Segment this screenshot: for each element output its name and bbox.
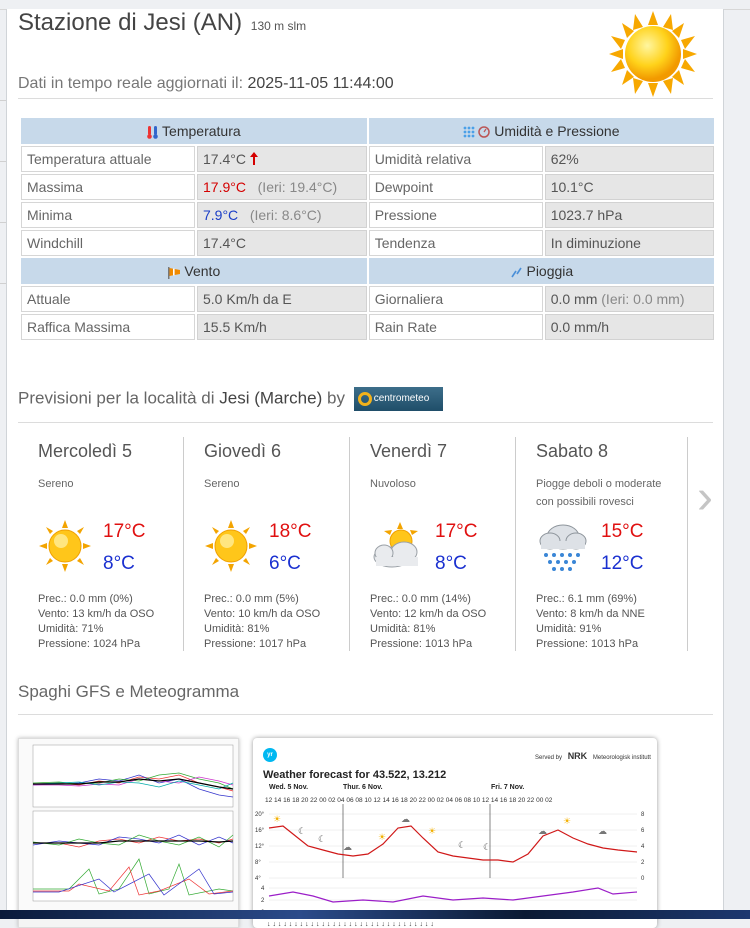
humidity-value: 62% <box>545 146 714 172</box>
humidity: Umidità: 91% <box>536 623 602 635</box>
temp-max: 18°C <box>269 521 312 542</box>
temp-min-text: 7.9°C <box>203 207 239 223</box>
day-name: Giovedì 6 <box>204 441 282 461</box>
forecast-day <box>350 437 516 651</box>
forecast-title <box>18 387 443 411</box>
trend-label: Tendenza <box>369 230 543 256</box>
temperature-header-label: Temperatura <box>162 122 241 139</box>
day-details <box>536 592 645 652</box>
served-by <box>535 751 651 761</box>
svg-text:☀: ☀ <box>563 816 572 826</box>
temp-min-label: Minima <box>21 202 195 228</box>
forecast-day <box>184 437 350 651</box>
met-logo: Meteorologisk institutt <box>592 755 651 761</box>
forecast-day <box>18 437 184 651</box>
windchill-label: Windchill <box>21 230 195 256</box>
day-description: Piogge deboli o moderate con possibili rovesci <box>536 478 662 508</box>
day-name: Mercoledì 5 <box>38 441 133 461</box>
svg-text:4: 4 <box>261 886 265 892</box>
pressure: Pressione: 1013 hPa <box>536 638 639 650</box>
svg-text:☾: ☾ <box>458 840 467 850</box>
windchill-value: 17.4°C <box>197 230 367 256</box>
humidity-header-label: Umidità e Pressione <box>494 122 620 139</box>
svg-text:4°: 4° <box>255 876 261 882</box>
temp-max-yesterday: (Ieri: 19.4°C) <box>257 179 338 195</box>
yr-meteogram-thumbnail[interactable] <box>253 738 657 928</box>
svg-text:☁: ☁ <box>538 826 547 836</box>
rain-icon <box>536 519 590 573</box>
temp-min: 6°C <box>269 553 301 574</box>
pressure-value: 1023.7 hPa <box>545 202 714 228</box>
svg-text:12°: 12° <box>255 844 265 850</box>
svg-text:8: 8 <box>641 812 645 818</box>
precipitation: Prec.: 0.0 mm (5%) <box>204 593 299 605</box>
humidity-header <box>369 118 714 144</box>
sun-icon <box>605 9 701 99</box>
station-title <box>18 9 306 37</box>
svg-text:☁: ☁ <box>598 826 607 836</box>
humidity: Umidità: 71% <box>38 623 104 635</box>
thermometer-icon <box>147 125 159 139</box>
pressure: Pressione: 1017 hPa <box>204 638 307 650</box>
svg-text:☾: ☾ <box>298 826 307 836</box>
day-name: Venerdì 7 <box>370 441 448 461</box>
day-name: Sabato 8 <box>536 441 609 461</box>
temp-max-text: 17.9°C <box>203 179 246 195</box>
svg-text:☾: ☾ <box>483 842 492 852</box>
wind-header-label: Vento <box>184 263 221 279</box>
sun-icon <box>204 519 258 573</box>
update-value: 2025-11-05 11:44:00 <box>247 75 394 92</box>
svg-text:20°: 20° <box>255 812 265 818</box>
temp-now-text: 17.4°C <box>203 151 246 167</box>
forecast-place: Jesi (Marche) <box>219 388 323 408</box>
gust-label: Raffica Massima <box>21 314 195 340</box>
temp-max: 17°C <box>435 521 478 542</box>
rain-day-label: Giornaliera <box>369 286 543 312</box>
rain-header-label: Pioggia <box>526 263 574 279</box>
nrk-logo: NRK <box>567 751 588 761</box>
update-timestamp <box>18 75 394 93</box>
humidity-pressure-icon <box>463 125 491 139</box>
observations-table <box>19 116 716 342</box>
temp-now-label: Temperatura attuale <box>21 146 195 172</box>
precipitation: Prec.: 0.0 mm (14%) <box>370 593 471 605</box>
rain-header <box>369 258 714 284</box>
station-altitude: 130 m slm <box>250 19 307 33</box>
temperature-header <box>21 118 367 144</box>
yr-day-label: Fri. 7 Nov. <box>491 784 525 791</box>
dewpoint-value: 10.1°C <box>545 174 714 200</box>
day-details <box>370 592 486 652</box>
yr-day-label: Thur. 6 Nov. <box>343 784 383 791</box>
temp-min: 8°C <box>103 553 135 574</box>
wind: Vento: 10 km/h da OSO <box>204 608 321 620</box>
humidity-label: Umidità relativa <box>369 146 543 172</box>
svg-text:☁: ☁ <box>343 842 352 852</box>
forecast-days <box>18 437 713 652</box>
rain-rate-label: Rain Rate <box>369 314 543 340</box>
pressure: Pressione: 1013 hPa <box>370 638 473 650</box>
svg-text:4: 4 <box>641 844 645 850</box>
rain-day-value <box>545 286 714 312</box>
rain-day-yesterday: (Ieri: 0.0 mm) <box>601 291 685 307</box>
dewpoint-label: Dewpoint <box>369 174 543 200</box>
next-arrow-button[interactable]: › <box>697 471 713 524</box>
humidity: Umidità: 81% <box>370 623 436 635</box>
svg-text:☁: ☁ <box>401 814 410 824</box>
temp-max: 17°C <box>103 521 146 542</box>
trend-up-icon <box>250 152 258 165</box>
rain-rate-value: 0.0 mm/h <box>545 314 714 340</box>
svg-text:☀: ☀ <box>378 832 387 842</box>
day-details <box>204 592 320 652</box>
svg-text:12 14 16 18 20 22 00 02 04 06: 12 14 16 18 20 22 00 02 04 06 08 10 12 14 16 18 20 22 00 02 04 06 08 10 12 14 16 18 20 22 00 02 <box>265 797 553 804</box>
trend-value: In diminuzione <box>545 230 714 256</box>
yr-logo-icon: yr <box>263 748 277 762</box>
divider <box>18 98 713 99</box>
meteogram-title: Spaghi GFS e Meteogramma <box>18 682 240 701</box>
yr-forecast-title: Weather forecast for 43.522, 13.212 <box>263 769 447 781</box>
day-description: Nuvoloso <box>370 478 416 490</box>
wind-header <box>21 258 367 284</box>
temp-min: 12°C <box>601 553 644 574</box>
temp-now-value <box>197 146 367 172</box>
day-description: Sereno <box>204 478 240 490</box>
wind-now-value: 5.0 Km/h da E <box>197 286 367 312</box>
svg-text:2: 2 <box>261 898 265 904</box>
wind: Vento: 8 km/h da NNE <box>536 608 645 620</box>
windsock-icon <box>167 266 181 279</box>
temp-max: 15°C <box>601 521 644 542</box>
temp-max-label: Massima <box>21 174 195 200</box>
forecast-day <box>516 437 688 651</box>
humidity: Umidità: 81% <box>204 623 270 635</box>
forecast-title-prefix: Previsioni per la località di <box>18 388 215 408</box>
svg-text:↓ ↓ ↓ ↓ ↓ ↓ ↓ ↓ ↓ ↓ ↓ ↓ ↓ ↓ ↓: ↓ ↓ ↓ ↓ ↓ ↓ ↓ ↓ ↓ ↓ ↓ ↓ ↓ ↓ ↓ ↓ ↓ ↓ ↓ ↓ ↓ ↓ ↓ ↓ ↓ ↓ ↓ ↓ ↓ ↓ ↓ <box>267 921 434 928</box>
pressure-label: Pressione <box>369 202 543 228</box>
logo-ring-icon <box>358 392 372 406</box>
divider <box>18 422 713 423</box>
wind: Vento: 12 km/h da OSO <box>370 608 487 620</box>
spaghetti-chart-image <box>19 739 239 928</box>
rain-day-text: 0.0 mm <box>550 291 598 307</box>
precipitation: Prec.: 6.1 mm (69%) <box>536 593 637 605</box>
svg-text:☀: ☀ <box>428 826 437 836</box>
weather-page <box>6 9 724 928</box>
logo-text: centrometeo <box>373 393 430 404</box>
centrometeo-logo[interactable] <box>354 387 443 411</box>
svg-text:16°: 16° <box>255 828 265 834</box>
temp-max-value <box>197 174 367 200</box>
day-details <box>38 592 154 652</box>
wind: Vento: 13 km/h da OSO <box>38 608 155 620</box>
temp-min-value <box>197 202 367 228</box>
temp-min: 8°C <box>435 553 467 574</box>
precipitation: Prec.: 0.0 mm (0%) <box>38 593 133 605</box>
svg-text:☀: ☀ <box>273 814 282 824</box>
served-by-label: Served by <box>535 755 563 761</box>
day-description: Sereno <box>38 478 74 490</box>
meteogram-chart-image <box>253 792 657 928</box>
svg-text:0: 0 <box>641 876 645 882</box>
svg-text:8°: 8° <box>255 860 261 866</box>
yr-day-label: Wed. 5 Nov. <box>269 784 309 791</box>
wind-now-label: Attuale <box>21 286 195 312</box>
rain-drops-icon <box>509 266 523 279</box>
svg-text:6: 6 <box>641 828 645 834</box>
gfs-spaghetti-thumbnail[interactable] <box>18 738 239 928</box>
update-label: Dati in tempo reale aggiornati il: <box>18 75 244 92</box>
station-name: Stazione di Jesi (AN) <box>18 9 243 36</box>
taskbar-strip <box>0 910 750 919</box>
cloudy-icon <box>370 519 424 573</box>
svg-text:☾: ☾ <box>318 834 327 844</box>
sun-icon <box>38 519 92 573</box>
divider <box>18 714 713 715</box>
svg-text:2: 2 <box>641 860 645 866</box>
temp-min-yesterday: (Ieri: 8.6°C) <box>249 207 322 223</box>
forecast-by: by <box>326 388 345 408</box>
pressure: Pressione: 1024 hPa <box>38 638 141 650</box>
gust-value: 15.5 Km/h <box>197 314 367 340</box>
